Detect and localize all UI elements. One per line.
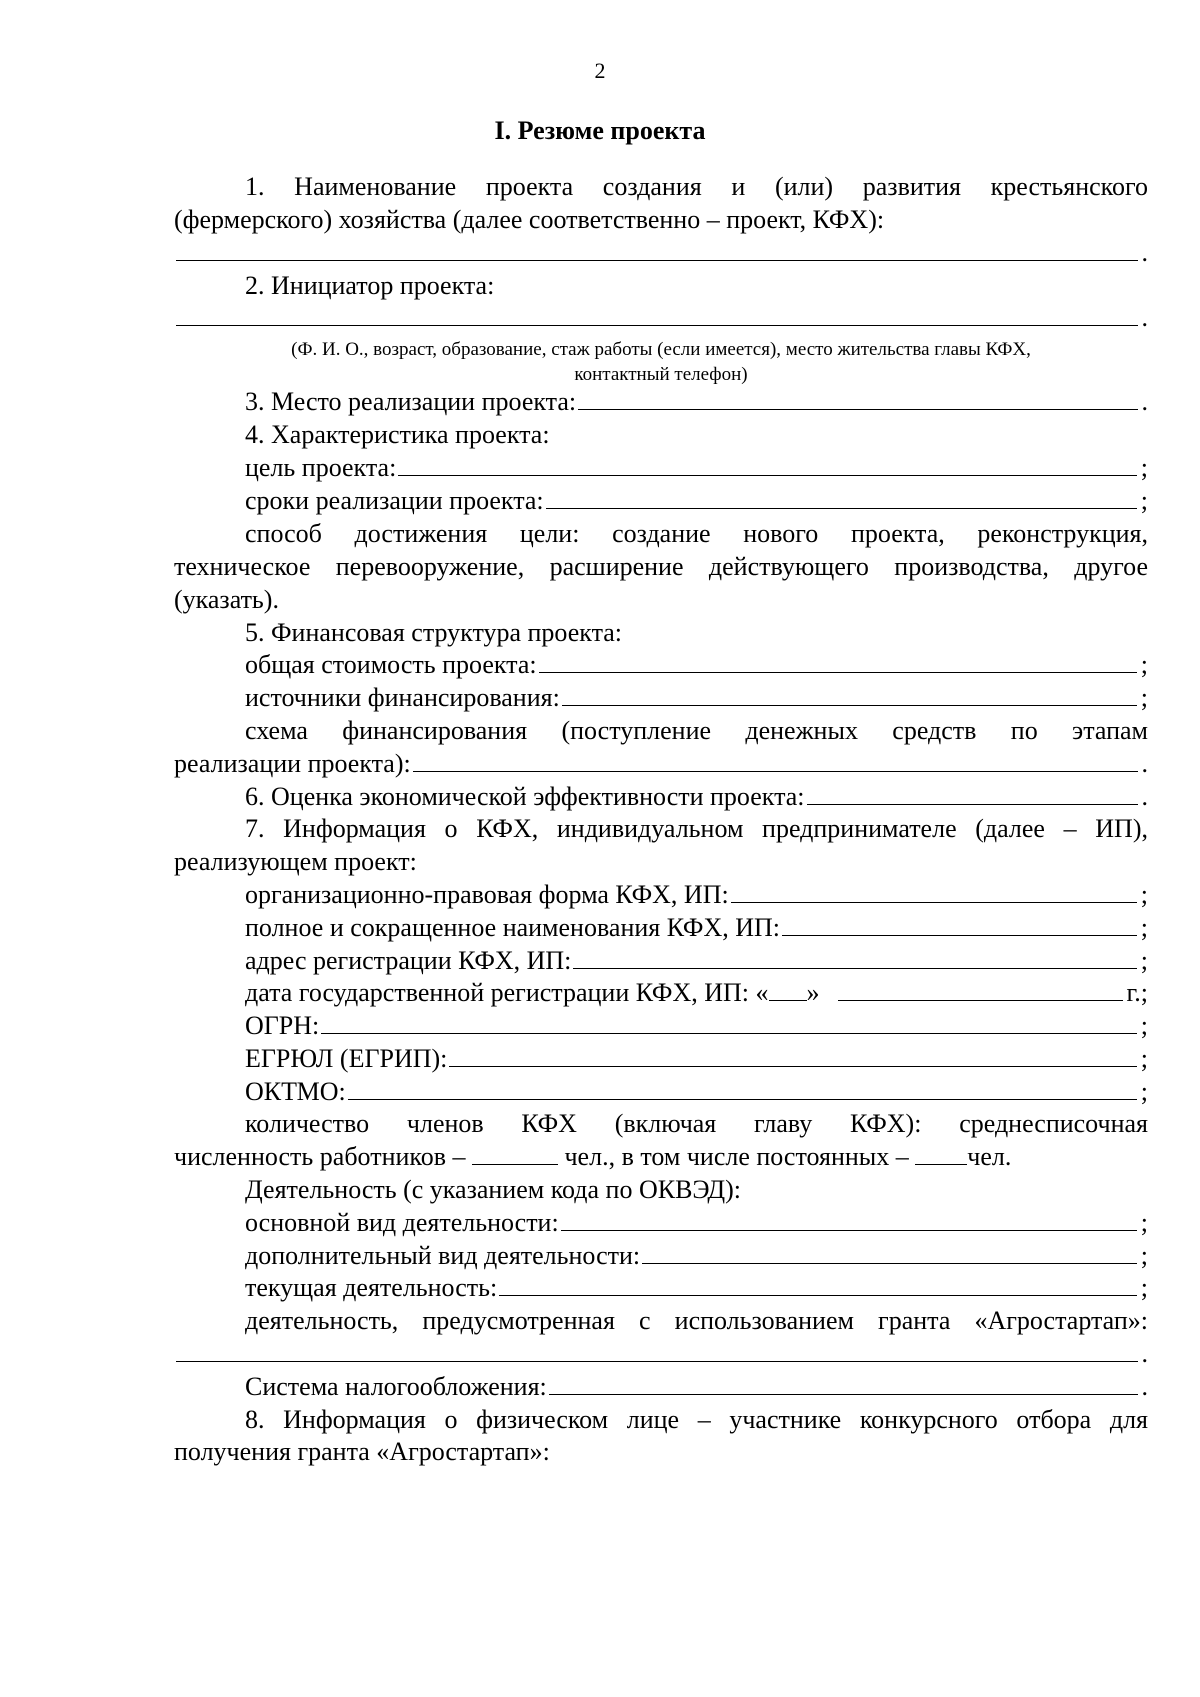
egrul-field[interactable]: ЕГРЮЛ (ЕГРИП): ; (245, 1044, 1148, 1073)
employees-count-blank[interactable] (472, 1142, 558, 1165)
section-7-text-continued: реализующем проект: (174, 847, 417, 876)
page-number: 2 (594, 58, 606, 83)
section-2-label: 2. Инициатор проекта: (245, 271, 495, 300)
method-text: способ достижения цели: создание нового проекта, реконструкция, (245, 519, 1148, 548)
day-blank[interactable] (769, 978, 807, 1001)
page-title: I. Резюме проекта (494, 116, 706, 145)
members-text: количество членов КФХ (включая главу КФХ): среднесписочная (245, 1109, 1148, 1138)
activity-label: Деятельность (с указанием кода по ОКВЭД): (245, 1175, 742, 1204)
grant-activity-text: деятельность, предусмотренная с использованием гранта «Агростартап»: (245, 1306, 1148, 1335)
ogrn-field[interactable]: ОГРН: ; (245, 1011, 1148, 1040)
section-1-field[interactable]: . (174, 235, 1148, 271)
permanent-count-blank[interactable] (915, 1142, 967, 1165)
blank-line[interactable] (807, 780, 1138, 805)
blank-line[interactable] (539, 648, 1137, 673)
main-activity-field[interactable]: основной вид деятельности: ; (245, 1208, 1148, 1237)
goal-field[interactable]: цель проекта: ; (245, 453, 1148, 482)
blank-line[interactable] (449, 1042, 1136, 1067)
blank-line[interactable] (573, 944, 1136, 969)
blank-line[interactable] (499, 1271, 1137, 1296)
section-5-label: 5. Финансовая структура проекта: (245, 618, 623, 647)
blank-line[interactable] (546, 484, 1137, 509)
blank-line[interactable] (561, 1206, 1137, 1231)
blank-line[interactable] (642, 1239, 1137, 1264)
blank-line[interactable] (348, 1075, 1137, 1100)
blank-line[interactable] (549, 1370, 1138, 1395)
funding-scheme-text: схема финансирования (поступление денежных средств по этапам (245, 716, 1148, 745)
initiator-note-continued: контактный телефон) (574, 364, 748, 385)
blank-line[interactable] (176, 1337, 1138, 1362)
month-year-blank[interactable] (838, 976, 1123, 1001)
blank-line[interactable] (782, 911, 1137, 936)
blank-line[interactable] (398, 451, 1136, 476)
blank-line[interactable] (321, 1009, 1136, 1034)
funding-scheme-field[interactable]: реализации проекта): . (174, 749, 1148, 778)
initiator-note: (Ф. И. О., возраст, образование, стаж работы (если имеется), место жительства главы КФХ, (291, 339, 1031, 360)
section-1-text-continued: (фермерского) хозяйства (далее соответственно – проект, КФХ): (174, 205, 885, 234)
section-7-text: 7. Информация о КФХ, индивидуальном предпринимателе (далее – ИП), (245, 814, 1148, 843)
section-8-text: 8. Информация о физическом лице – участнике конкурсного отбора для (245, 1405, 1148, 1434)
initiator-field[interactable]: . (174, 300, 1148, 336)
tax-system-field[interactable]: Система налогообложения: . (245, 1372, 1148, 1401)
blank-line[interactable] (731, 878, 1137, 903)
blank-line[interactable] (578, 385, 1137, 410)
legal-form-field[interactable]: организационно-правовая форма КФХ, ИП: ; (245, 880, 1148, 909)
section-8-text-continued: получения гранта «Агростартап»: (174, 1437, 550, 1466)
section-4-label: 4. Характеристика проекта: (245, 420, 550, 449)
funding-sources-field[interactable]: источники финансирования: ; (245, 683, 1148, 712)
efficiency-field[interactable]: 6. Оценка экономической эффективности проекта: . (245, 782, 1148, 811)
current-activity-field[interactable]: текущая деятельность: ; (245, 1273, 1148, 1302)
blank-line[interactable] (413, 747, 1138, 772)
names-field[interactable]: полное и сокращенное наименования КФХ, ИП: ; (245, 913, 1148, 942)
terms-field[interactable]: сроки реализации проекта: ; (245, 486, 1148, 515)
employees-field[interactable]: численность работников – чел., в том числе постоянных – чел. (174, 1142, 1012, 1171)
blank-line[interactable] (176, 301, 1138, 326)
blank-line[interactable] (562, 681, 1137, 706)
method-text-end: (указать). (174, 585, 279, 614)
total-cost-field[interactable]: общая стоимость проекта: ; (245, 650, 1148, 679)
oktmo-field[interactable]: ОКТМО: ; (245, 1077, 1148, 1106)
additional-activity-field[interactable]: дополнительный вид деятельности: ; (245, 1241, 1148, 1270)
method-text-continued: техническое перевооружение, расширение действующего производства, другое (174, 552, 1148, 581)
blank-line[interactable] (176, 236, 1138, 261)
grant-activity-field[interactable]: . (174, 1336, 1148, 1372)
location-field[interactable]: 3. Место реализации проекта: . (245, 387, 1148, 416)
section-1-text: 1. Наименование проекта создания и (или) развития крестьянского (245, 172, 1148, 201)
address-field[interactable]: адрес регистрации КФХ, ИП: ; (245, 946, 1148, 975)
registration-date-field[interactable]: дата государственной регистрации КФХ, ИП: « » г.; (245, 978, 1148, 1007)
